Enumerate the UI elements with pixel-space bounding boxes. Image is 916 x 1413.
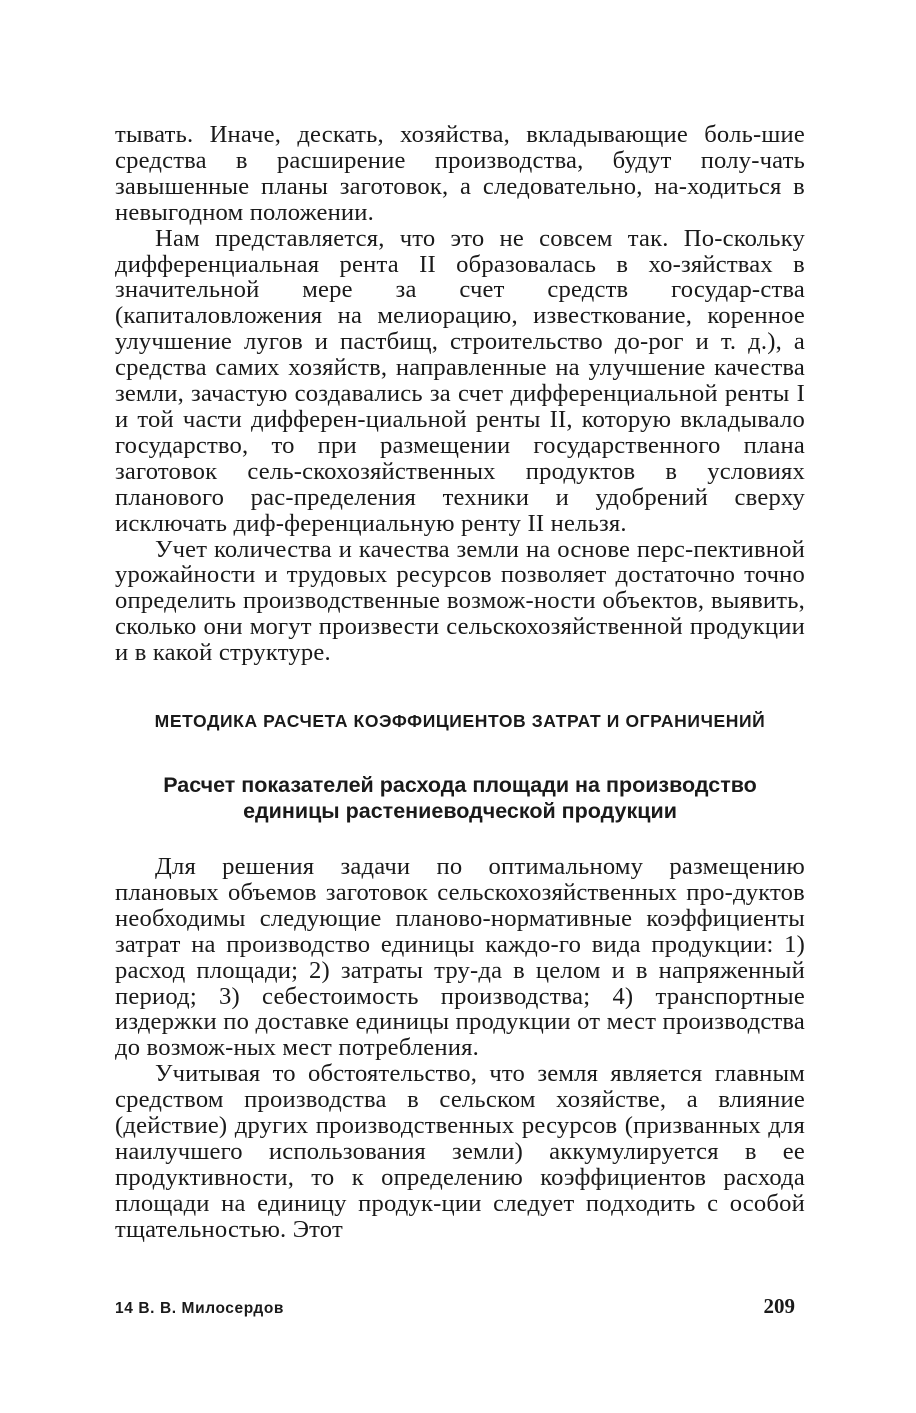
- page-number: 209: [763, 1294, 795, 1318]
- page-footer: [115, 1294, 795, 1319]
- subsection-heading-line-1: Расчет показателей расхода площади на производство: [163, 773, 757, 798]
- section-heading: МЕТОДИКА РАСЧЕТА КОЭФФИЦИЕНТОВ ЗАТРАТ И ОГРАНИЧЕНИЙ: [154, 711, 766, 732]
- paragraph-land-productivity: Учитывая то обстоятельство, что земля является главным средством производства в сельском хозяйстве, а влияние (действие) других производственных ресурсов (призванных для наилучшего использования земли) аккумулируется в ее продуктивности, то к определению коэффициентов расхода площади на единицу продук-ции следует подходить с особой тщательностью. Этот: [115, 1060, 805, 1243]
- footer-signature: 14 В. В. Милосердов: [115, 1300, 285, 1317]
- paragraph-task-coefficients: Для решения задачи по оптимальному размещению плановых объемов заготовок сельскохозяйственных про-дуктов необходимы следующие планово-нормативные коэффициенты затрат на производство единицы каждо-го вида продукции: 1) расход площади; 2) затраты тру-да в целом и в напряженный период; 3) себестоимость производства; 4) транспортные издержки по доставке единицы продукции от мест производства до возмож-ных мест потребления.: [115, 853, 805, 1062]
- subsection-heading-line-2: единицы растениеводческой продукции: [243, 799, 677, 824]
- paragraph-continuation: тывать. Иначе, дескать, хозяйства, вкладывающие боль-шие средства в расширение производства, будут полу-чать завышенные планы заготовок, а следовательно, на-ходиться в невыгодном положении.: [115, 121, 805, 226]
- paragraph-differential-rent: Нам представляется, что это не совсем так. По-скольку дифференциальная рента II образовалась в хо-зяйствах в значительной мере за счет средств государ-ства (капиталовложения на мелиорацию, известкование, коренное улучшение лугов и пастбищ, строительство до-рог и т. д.), а средства самих хозяйств, направленные на улучшение качества земли, зачастую создавались за счет дифференциальной ренты I и той части дифферен-циальной ренты II, которую вкладывало государство, то при размещении государственного плана заготовок сель-скохозяйственных продуктов в условиях планового рас-пределения техники и удобрений сверху исключать диф-ференциальную ренту II нельзя.: [115, 224, 805, 537]
- page-body: [115, 122, 805, 1243]
- paragraph-land-accounting: Учет количества и качества земли на основе перс-пективной урожайности и трудовых ресурсов позволяет достаточно точно определить производственные возмож-ности объектов, выявить, сколько они могут произвести сельскохозяйственной продукции и в какой структуре.: [115, 535, 805, 667]
- subsection-heading: [115, 772, 805, 824]
